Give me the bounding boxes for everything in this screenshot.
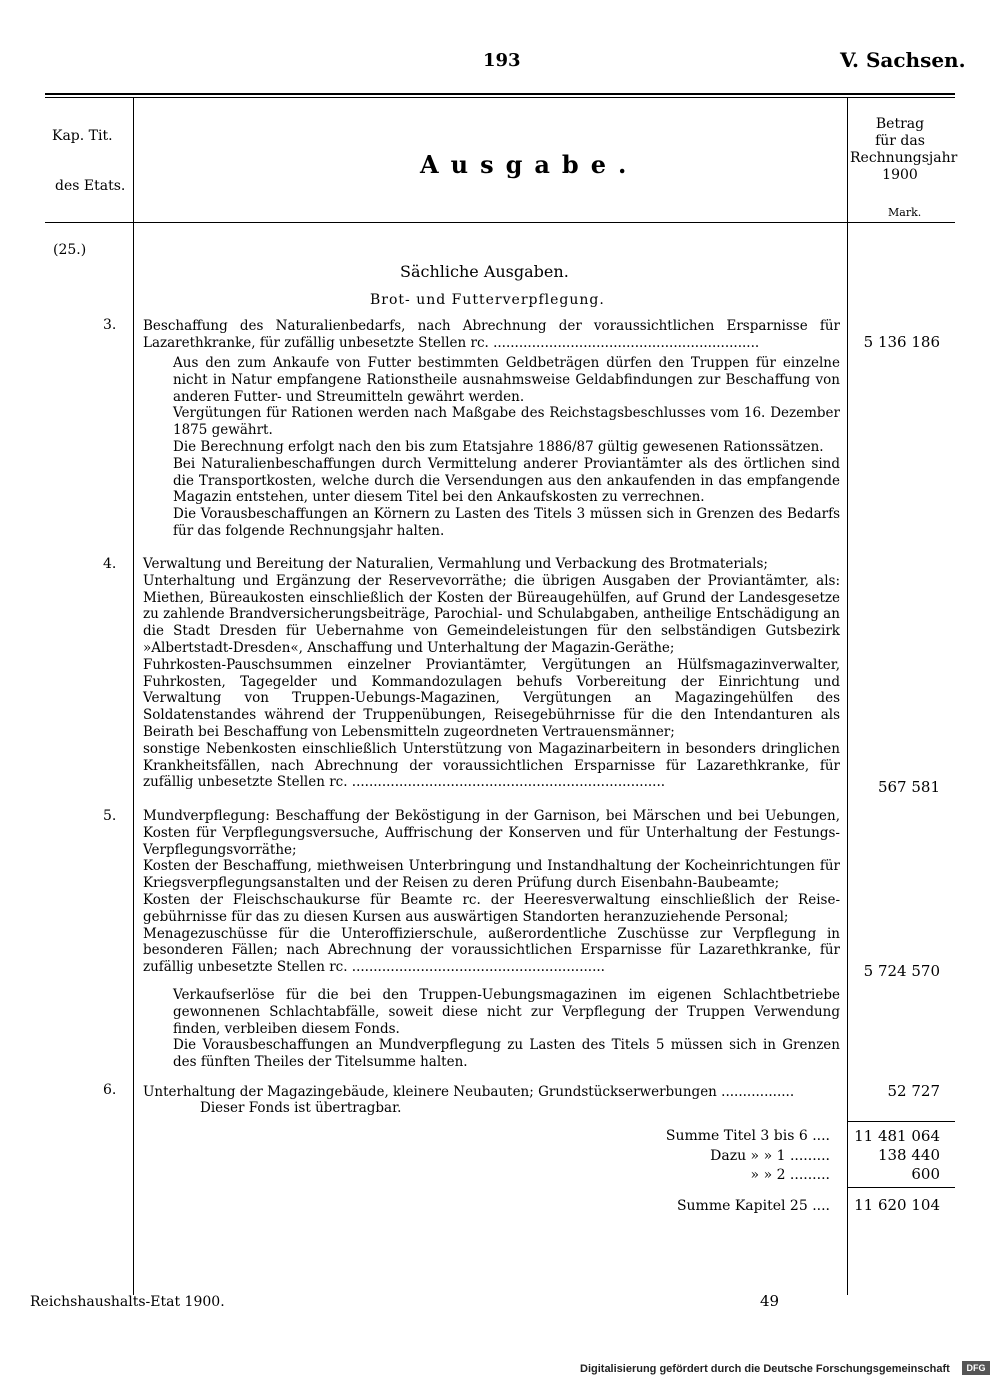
total-label: Summe Kapitel 25 ....	[676, 1198, 830, 1214]
section-title: V. Sachsen.	[840, 48, 966, 72]
section-heading: Sächliche Ausgaben.	[400, 262, 569, 281]
entry-text: Mundverpflegung: Beschaffung der Beköstigung in der Garnison, bei Märschen und bei Uebungen, Kosten für Verpflegungsversuche, Auffrischung der Konserven und für Unterhaltung der Festungs-Verpflegungsvorräthe; Kosten der Beschaffung, miethweisen Unterbringung und Instandhaltung der Kocheinrichtungen für Kriegsverpflegungsanstalten und der Reisen zu deren Prüfung durch Eisenbahn-Baubeamte; Kosten der Fleischschaukurse für Beamte rc. der Heeresverwaltung einschließlich der Reisegebührnisse für das zu diesen Kursen aus auswärtigen Standorten heranzuziehende Personal; Menagezuschüsse für die Unteroffizierschule, außerordentliche Zuschüsse zur Verpflegung in besonderen Fällen; nach Abrechnung der voraussichtlichen Ersparnisse für Lazarethkranke, für zufällig unbesetzte Stellen rc. ...........................................................	[143, 808, 840, 976]
col-divider-right	[847, 97, 848, 1295]
entry-amount: 5 724 570	[863, 962, 940, 980]
top-rule	[45, 93, 955, 95]
total-label: Dazu » » 1 .........	[710, 1148, 830, 1164]
col-kap-tit: Kap. Tit.	[52, 128, 113, 144]
entry-notes: Dieser Fonds ist übertragbar.	[200, 1100, 402, 1116]
amount-header-line: 1900	[882, 167, 918, 183]
page-number: 193	[483, 50, 521, 71]
unit-label: Mark.	[888, 206, 922, 219]
total-amount: 11 620 104	[854, 1196, 940, 1214]
dfg-logo: DFG	[962, 1361, 990, 1375]
entry-title-number: 6.	[103, 1082, 117, 1098]
amount-header-line: Betrag	[875, 116, 925, 132]
total-amount: 600	[911, 1165, 940, 1183]
entry-notes: Aus den zum Ankaufe von Futter bestimmten Geldbeträgen dürfen den Truppen für einzelne nicht in Natur empfangene Rationstheile ausnahmsweise Geldabfindungen zur Beschaffung von anderen Futter- und Streumitteln gewährt werden. Vergütungen für Rationen werden nach Maßgabe des Reichstagsbeschlusses vom 16. Dezember 1875 gewährt. Die Berechnung erfolgt nach den bis zum Etatsjahre 1886/87 gültig gewesenen Rationssätzen. Bei Naturalienbeschaffungen durch Vermittelung anderer Proviantämter als des örtlichen sind die Transportkosten, welche durch die Versendungen aus den ankaufenden in das empfangende Magazin entstehen, unter diesem Titel bei den Ankaufskosten zu verrechnen. Die Vorausbeschaffungen an Körnern zu Lasten des Titels 3 müssen sich in Grenzen des Bedarfs für das folgende Rechnungsjahr halten.	[173, 355, 840, 539]
entry-amount: 5 136 186	[863, 333, 940, 351]
entry-notes: Verkaufserlöse für die bei den Truppen-Uebungsmagazinen im eigenen Schlachtbetriebe gewonnenen Schlachtabfälle, soweit diese nicht zur Verpflegung der Truppen Verwendung finden, verbleiben diesem Fonds. Die Vorausbeschaffungen an Mundverpflegung zu Lasten des Titels 5 müssen sich in Grenzen des fünften Theiles der Titelsumme halten.	[173, 987, 840, 1071]
footer-page: 49	[760, 1292, 780, 1310]
footer-title: Reichshaushalts-Etat 1900.	[30, 1294, 225, 1310]
entry-text: Beschaffung des Naturalienbedarfs, nach Abrechnung der voraussichtlichen Ersparnisse für Lazarethkranke, für zufällig unbesetzte Stellen rc. ..............................................................	[143, 318, 840, 351]
dfg-credit: Digitalisierung gefördert durch die Deutsche Forschungsgemeinschaft	[580, 1363, 950, 1375]
entry-title-number: 3.	[103, 317, 117, 333]
section-subheading: Brot- und Futterverpflegung.	[370, 292, 605, 308]
amount-header	[850, 116, 958, 184]
entry-title-number: 5.	[103, 808, 117, 824]
sum-rule	[847, 1187, 955, 1188]
header-bottom-rule	[45, 222, 955, 223]
total-label: Summe Titel 3 bis 6 ....	[665, 1128, 830, 1144]
chapter-number: (25.)	[53, 242, 87, 258]
entry-text: Unterhaltung der Magazingebäude, kleinere Neubauten; Grundstückserwerbungen .................	[143, 1084, 795, 1100]
table-title: Ausgabe.	[420, 150, 639, 179]
entry-title-number: 4.	[103, 556, 117, 572]
entry-amount: 52 727	[887, 1082, 940, 1100]
entry-text: Verwaltung und Bereitung der Naturalien, Vermahlung und Verbackung des Brotmaterials; Unterhaltung und Ergänzung der Reservevorräthe; die übrigen Ausgaben der Proviantämter, als: Miethen, Büreaukosten einschließlich der Kosten der Büreaugehülfen, auf Grund der Landesgesetze zu zahlende Brandversicherungsbeiträge, Parochial- und Schulabgaben, antheilige Entschädigung an die Stadt Dresden für Uebernahme von Gemeindeleistungen für den selbständigen Gutsbezirk »Albertstadt-Dresden«, Anschaffung und Unterhaltung der Magazin-Geräthe; Fuhrkosten-Pauschsummen einzelner Proviantämter, Vergütungen an Hülfsmagazinverwalter, Fuhrkosten, Tagegelder und Kommandozulagen behufs Vorbereitung der Einrichtung und Verwaltung von Truppen-Uebungs-Magazinen, Vergütungen an Magazingehülfen des Soldatenstandes während der Truppenübungen, Reisegebührnisse für die den Intendanturen als Beirath bei Beschaffung von Lebensmitteln zugeordneten Vertrauensmänner; sonstige Nebenkosten einschließlich Unterstützung von Magazinarbeitern in besonders dringlichen Krankheitsfällen, nach Abrechnung der voraussichtlichen Ersparnisse für Lazarethkranke, für zufällig unbesetzte Stellen rc. .........................................................................	[143, 556, 840, 791]
col-des-etats: des Etats.	[55, 178, 126, 194]
total-amount: 11 481 064	[854, 1127, 940, 1145]
amount-header-line: Rechnungsjahr	[850, 150, 958, 166]
col-divider-left	[133, 97, 134, 1295]
total-label: » » 2 .........	[750, 1167, 830, 1183]
entry-amount: 567 581	[877, 778, 940, 796]
total-amount: 138 440	[877, 1146, 940, 1164]
amount-header-line: für das	[875, 133, 925, 149]
sum-rule	[847, 1121, 955, 1122]
top-rule-thin	[45, 97, 955, 98]
